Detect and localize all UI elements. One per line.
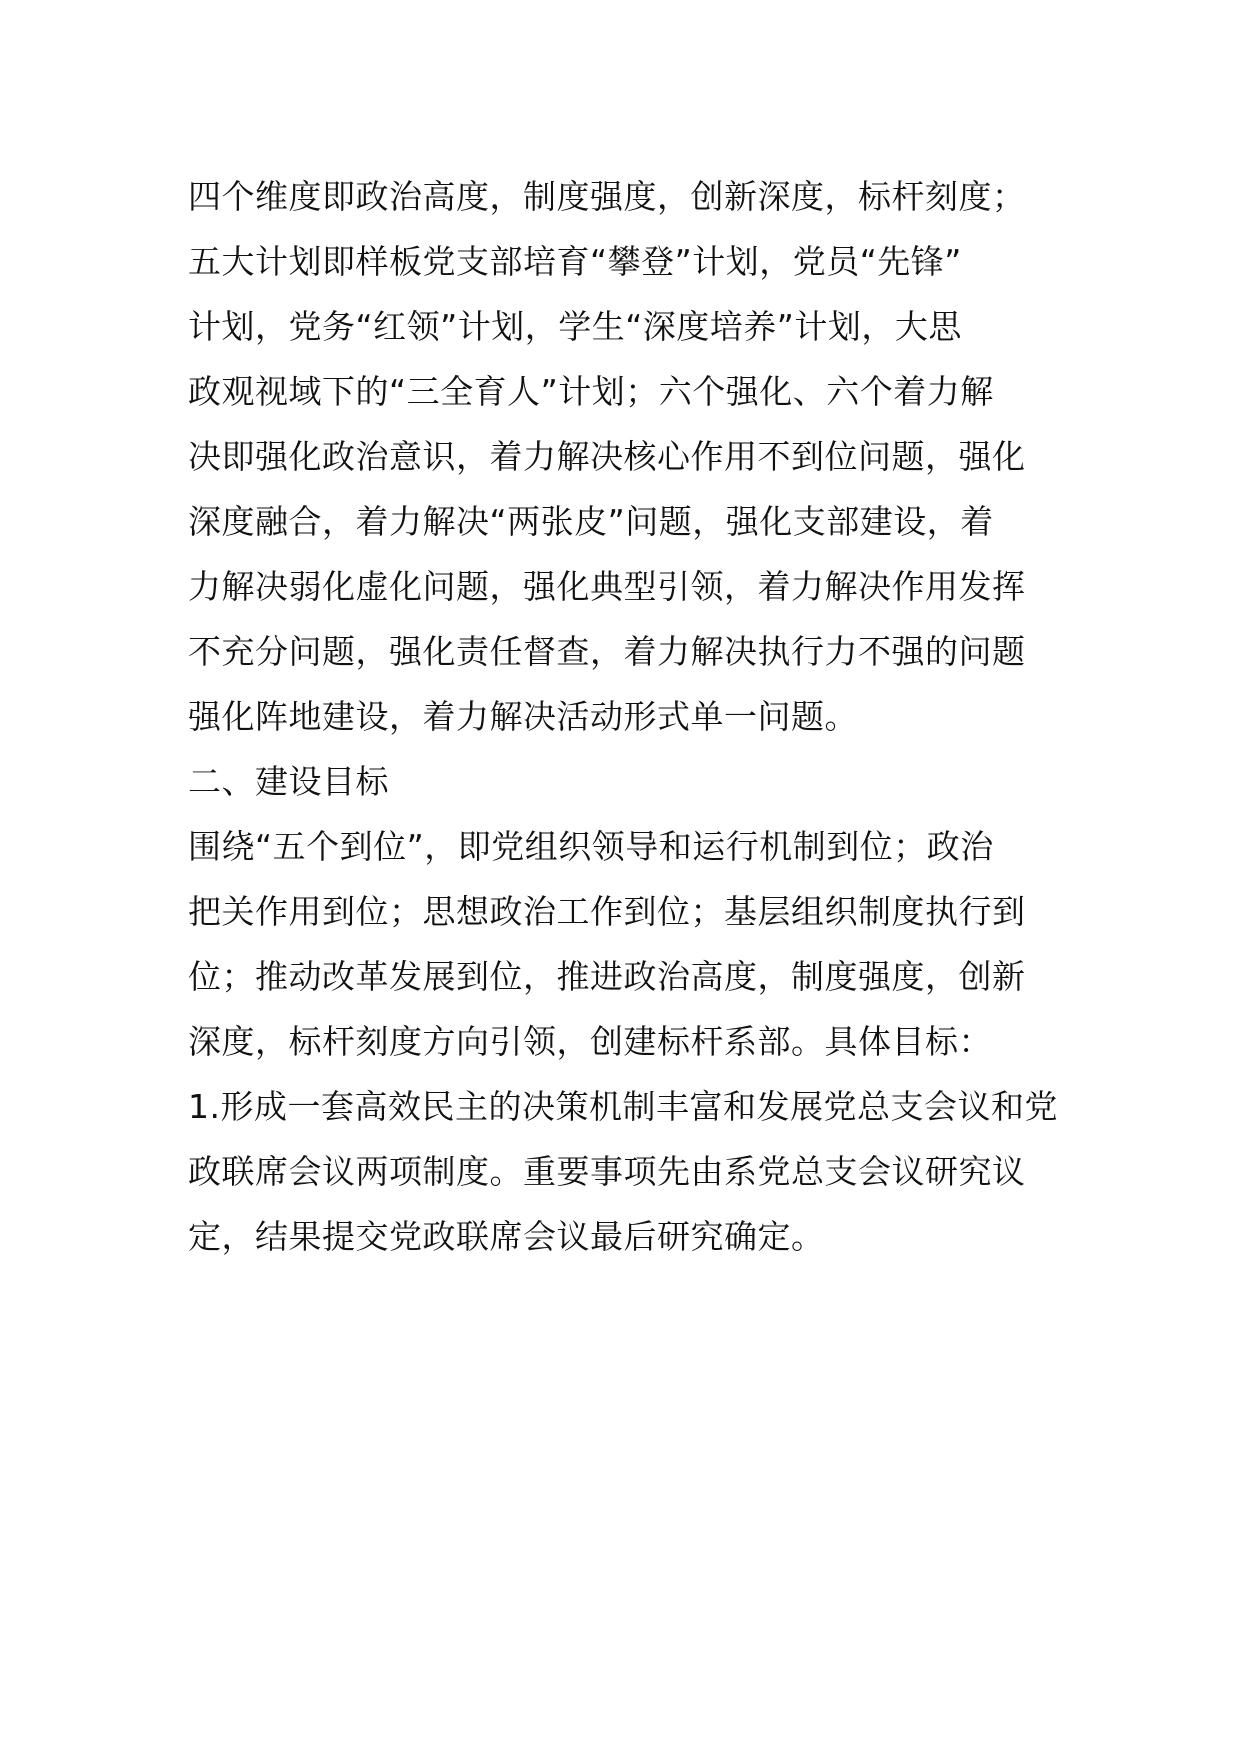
paragraph-line: 不充分问题，强化责任督查，着力解决执行力不强的问题	[188, 632, 1026, 671]
paragraph-line: 四个维度即政治高度，制度强度，创新深度，标杆刻度；	[188, 177, 1026, 216]
paragraph-line: 五大计划即样板党支部培育“攀登”计划，党员“先锋”	[188, 242, 962, 281]
section-heading: 二、建设目标	[188, 762, 389, 801]
document-body	[188, 164, 1068, 1269]
paragraph-line: 深度融合，着力解决“两张皮”问题，强化支部建设，着	[188, 502, 994, 541]
paragraph-line: 深度，标杆刻度方向引领，创建标杆系部。具体目标：	[188, 1022, 992, 1061]
paragraph-line: 把关作用到位；思想政治工作到位；基层组织制度执行到	[188, 892, 1026, 931]
paragraph-line: 强化阵地建设，着力解决活动形式单一问题。	[188, 697, 858, 736]
paragraph-line: 政观视域下的“三全育人”计划；六个强化、六个着力解	[188, 372, 994, 411]
paragraph-line: 计划，党务“红领”计划，学生“深度培养”计划，大思	[188, 307, 962, 346]
list-item-line: 政联席会议两项制度。重要事项先由系党总支会议研究议	[188, 1152, 1026, 1191]
list-item-line: 1.形成一套高效民主的决策机制丰富和发展党总支会议和党	[188, 1087, 1058, 1126]
paragraph-line: 力解决弱化虚化问题，强化典型引领，着力解决作用发挥	[188, 567, 1026, 606]
paragraph-line: 位；推动改革发展到位，推进政治高度，制度强度，创新	[188, 957, 1026, 996]
paragraph-line: 围绕“五个到位”，即党组织领导和运行机制到位；政治	[188, 827, 994, 866]
paragraph-line: 决即强化政治意识，着力解决核心作用不到位问题，强化	[188, 437, 1026, 476]
list-item-line: 定，结果提交党政联席会议最后研究确定。	[188, 1217, 825, 1256]
